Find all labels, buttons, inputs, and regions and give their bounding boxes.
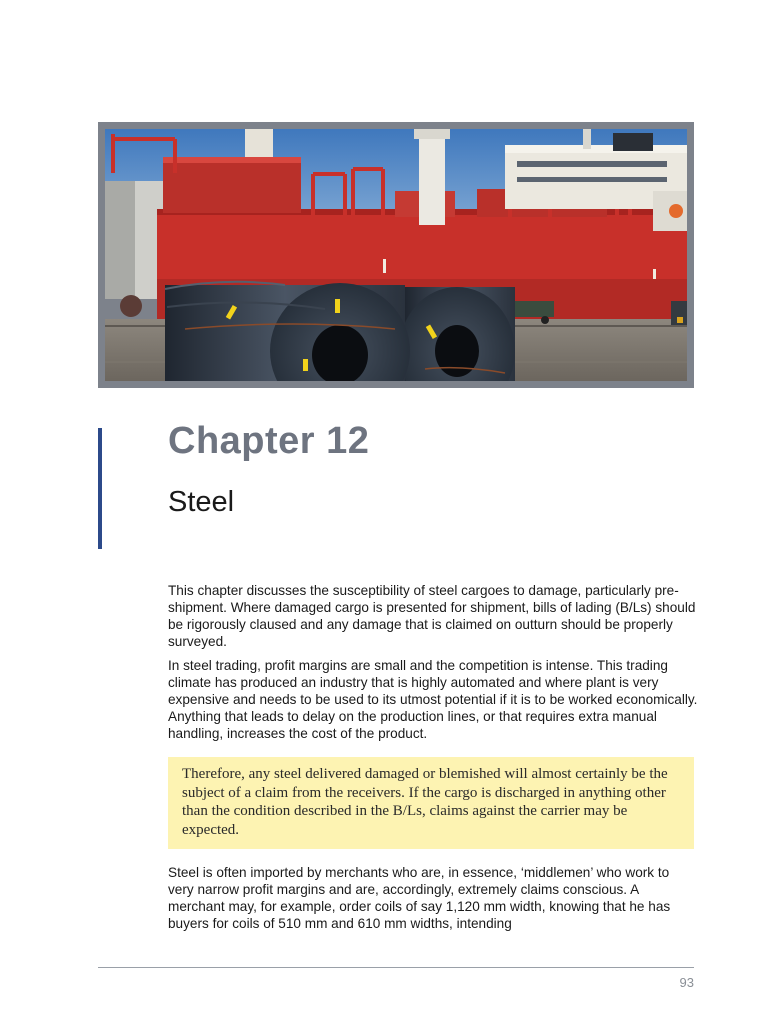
merchants-paragraph: Steel is often imported by merchants who are, in essence, ‘middlemen’ who work to very narrow profit margins and are, accordingly, extremely claims conscious. A merchant may, for example, order coils of say 1,120 mm width, knowing that he has buyers for coils of 510 mm and 610 mm widths, intending [168,865,671,931]
steel-coils-ship-illustration [105,129,687,381]
footer-divider [98,967,694,968]
chapter-number: Chapter 12 [168,420,370,462]
intro-paragraph: This chapter discusses the susceptibility of steel cargoes to damage, particularly pre-shipment. Where damaged cargo is presented for shipment, bills of lading (B/Ls) should be rigorously claused and any damage that is claimed on outturn should be properly surveyed. [168,583,696,649]
callout-text: Therefore, any steel delivered damaged or blemished will almost certainly be the subject of a claim from the receivers. If the cargo is discharged in anything other than the condition described in the B/Ls, claims against the carrier may be expected. [182,766,668,838]
trading-paragraph: In steel trading, profit margins are small and the competition is intense. This trading climate has produced an industry that is highly automated and where plant is very expensive and needs to be used to its utmost potential if it is to be worked economically. Anything that leads to delay on the production lines, or that requires extra manual handling, increases the cost of the product. [168,658,698,741]
highlight-callout [168,757,694,849]
chapter-title: Steel [168,486,235,518]
page-number: 93 [679,975,694,990]
chapter-accent-bar [98,428,102,549]
chapter-cover-image [98,122,694,388]
